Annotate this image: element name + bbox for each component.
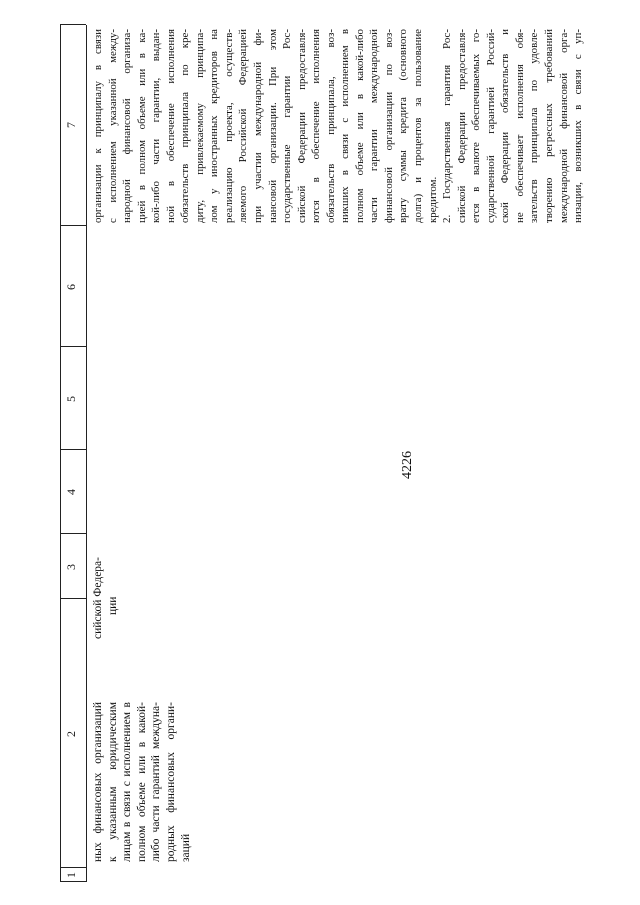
text-line: нансовой организации. При этом [266,29,279,223]
text-line: лицам в связи с исполнением в [121,702,134,862]
column-number: 6 [64,284,78,290]
text-line: к указанным юридическим [106,702,119,862]
column-divider [60,24,86,25]
text-line: сударственной гарантией Россий- [484,29,497,223]
text-line: никших в связи с исполнением в [339,29,352,223]
text-line: либо части гарантий междуна- [150,702,163,862]
text-line: сийской Федерации предоставля- [295,29,308,223]
text-line: сийской Федера- [92,557,104,639]
text-line: ной в обеспечение исполнения [164,29,177,223]
rotated-table [60,25,586,882]
table-top-border [60,25,61,882]
text-line: полном объеме или в какой-либо [353,29,366,223]
col7-text [91,29,586,223]
column-divider [60,533,86,534]
text-line: ных финансовых организаций [92,702,104,862]
text-line: долга) и процентов за пользование [412,29,425,223]
text-line: цией в полном объеме или в ка- [135,29,148,223]
text-line: кой-либо части гарантии, выдан- [150,29,163,223]
column-number: 2 [64,731,78,737]
text-line: врату суммы кредита (основного [397,29,410,223]
text-line: лом у иностранных кредиторов на [208,29,221,223]
page-number: 4226 [400,451,415,479]
text-line: родных финансовых органи- [164,702,177,862]
text-line: сийской Федерации предоставля- [455,29,468,223]
column-divider [60,225,86,226]
text-line: низации, возникших в связи с уп- [572,29,585,223]
column-divider [60,598,86,599]
text-line: организации к принципалу в связи [92,29,104,223]
text-line: реализацию проекта, осуществ- [222,29,235,223]
column-number: 5 [64,396,78,402]
text-line: ции [106,596,119,615]
column-number: 3 [64,564,78,570]
text-line: народной финансовой организа- [121,29,134,223]
text-line: обязательств принципала по кре- [179,29,192,223]
text-line: не обеспечивает исполнения обя- [513,29,526,223]
column-number: 1 [64,872,78,878]
col2-text [91,702,193,862]
text-line: при участии международной фи- [252,29,265,223]
text-line: финансовой организации по воз- [382,29,395,223]
text-line: 2. Государственная гарантия Рос- [441,29,454,223]
text-line: творению регрессных требований [542,29,555,223]
text-line: ской Федерации обязательств и [499,29,512,223]
text-line: с исполнением указанной между- [106,29,119,223]
text-line: государственные гарантии Рос- [281,29,294,223]
text-line: обязательств принципала, воз- [324,29,337,223]
text-line: международной финансовой орга- [557,29,570,223]
text-line: ются в обеспечение исполнения [310,29,323,223]
column-divider [60,346,86,347]
header-bottom-border [86,25,87,882]
text-line: заций [179,833,192,862]
text-line: диту, привлекаемому принципа- [193,29,206,223]
column-divider [60,449,86,450]
text-line: ется в валюте обеспечиваемых го- [470,29,483,223]
column-number: 7 [64,122,78,128]
text-line: полном объеме или в какой- [135,702,148,862]
col3-text [91,499,120,639]
text-line: зательств принципала по удовле- [528,29,541,223]
column-number: 4 [64,489,78,495]
text-line: ляемого Российской Федерацией [237,29,250,223]
text-line: кредитом. [426,176,439,223]
text-line: части гарантии международной [368,29,381,223]
